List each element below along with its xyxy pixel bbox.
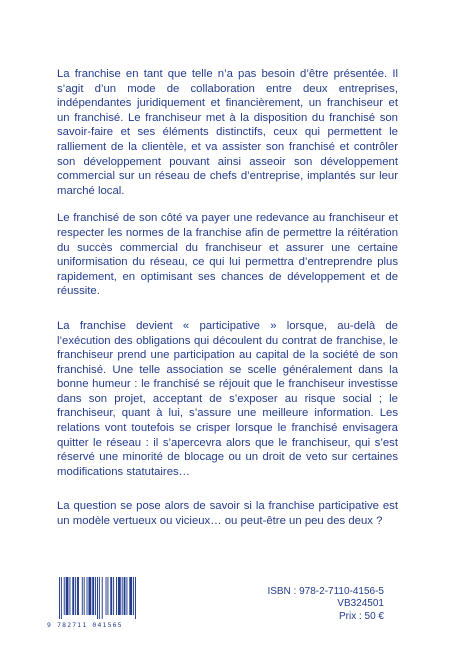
barcode-bars	[57, 577, 165, 619]
barcode-bar	[116, 577, 117, 615]
barcode-bar	[72, 577, 74, 615]
isbn-barcode	[47, 577, 169, 631]
reference-code: VB324501	[337, 598, 384, 610]
barcode-bar	[84, 577, 85, 615]
barcode-bar	[77, 577, 79, 615]
barcode-bar	[110, 577, 112, 615]
barcode-bar	[106, 577, 107, 615]
summary-paragraph-1: La franchise en tant que telle n’a pas besoin d’être présentée. Il s’agit d’un mode de collaboration entre deux entreprises, indépendantes juridiquement et financièrement, un franchiseur et un franchisé. Le franchiseur met à la disposition du franchisé son savoir-faire et ses éléments distinctifs, ceux qui permettent le ralliement de la clientèle, et va assister son franchisé et contrôler son développement pouvant ainsi asseoir son développement commercial sur un réseau de chefs d’entreprise, implantés sur leur marché local.	[57, 68, 398, 197]
barcode-bar	[92, 577, 94, 615]
barcode-bar	[124, 577, 126, 615]
barcode-bar	[129, 577, 132, 615]
barcode-bar	[126, 577, 127, 615]
price-text: Prix : 50 €	[338, 610, 384, 622]
barcode-bar	[97, 577, 98, 619]
barcode-bar	[87, 577, 88, 615]
summary-paragraph-2: Le franchisé de son côté va payer une redevance au franchiseur et respecter les normes de la franchise afin de permettre la réitération du succès commercial du franchiseur et assurer une certaine uniformisation du réseau, ce qui lui permettra d’entreprendre plus rapidement, en optimisant ses chances de développement et de réussite.	[57, 212, 398, 298]
barcode-bar	[113, 577, 114, 615]
barcode-digits: 9 782711 041565	[47, 621, 123, 629]
barcode-bar	[99, 577, 100, 619]
barcode-bar	[66, 577, 69, 615]
barcode-bar	[88, 577, 91, 615]
back-cover-text	[57, 67, 398, 543]
book-info	[267, 586, 384, 623]
barcode-bar	[69, 577, 70, 615]
barcode-bar	[102, 577, 103, 619]
isbn-text: ISBN : 978-2-7110-4156-5	[267, 586, 384, 597]
barcode-bar	[95, 577, 96, 615]
barcode-bar	[61, 577, 62, 619]
barcode-bar	[118, 577, 121, 615]
barcode-bar	[122, 577, 123, 615]
summary-question: La question se pose alors de savoir si la franchise participative est un modèle vertueux ou vicieux… ou peut-être un peu des deux ?	[57, 500, 398, 528]
barcode-bar	[59, 577, 60, 619]
barcode-bar	[107, 577, 108, 615]
barcode-bar	[135, 577, 136, 619]
barcode-bar	[64, 577, 65, 615]
barcode-bar	[75, 577, 76, 615]
barcode-bar	[82, 577, 83, 615]
summary-paragraph-3: La franchise devient « participative » lorsque, au-delà de l’exécution des obligations qui découlent du contrat de franchise, le franchiseur prend une participation au capital de la société de son franchisé. Une telle association se scelle généralement dans la bonne humeur : le franchisé se réjouit que le franchiseur investisse dans son projet, acceptant de s’exposer au risque social ; le franchiseur, quant à lui, s’assure une meilleure information. Les relations vont toutefois se crisper lorsque le franchisé envisagera quitter le réseau : il s’apercevra alors que le franchiseur, qui s’est réservé une minorité de blocage ou un droit de veto sur certaines modifications statutaires…	[57, 319, 398, 478]
barcode-bar	[133, 577, 134, 615]
